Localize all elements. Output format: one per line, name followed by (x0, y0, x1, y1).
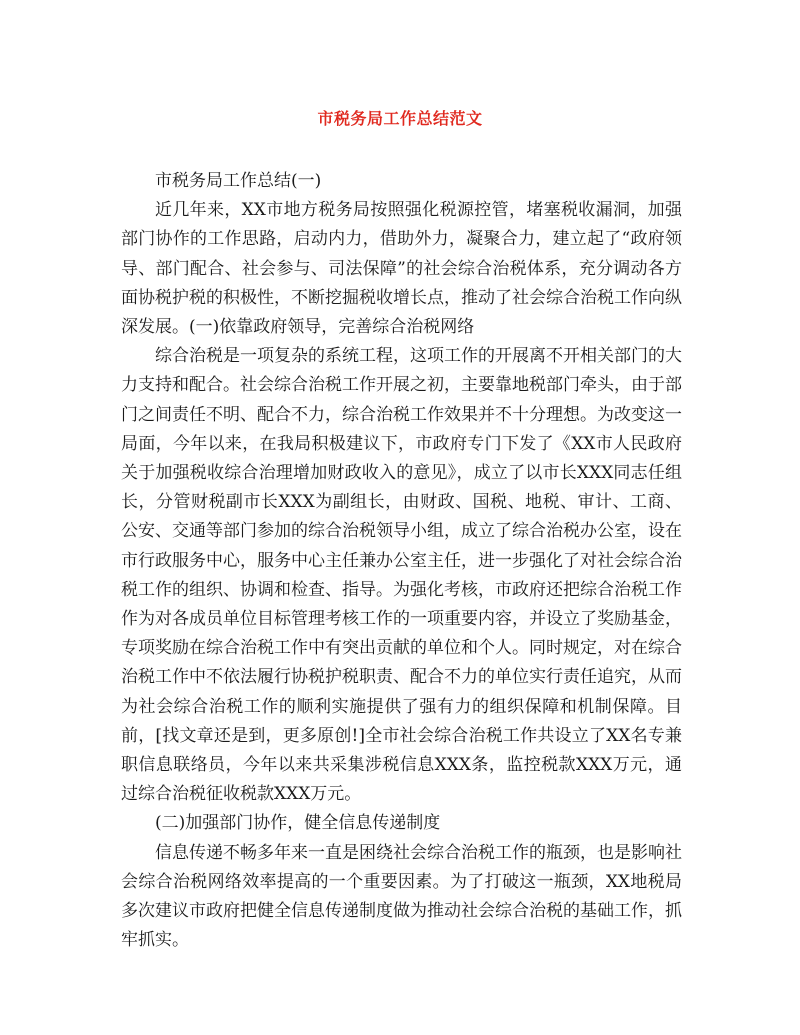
section-heading-1: 市税务局工作总结(一) (155, 171, 322, 191)
paragraph-government-leadership: 综合治税是一项复杂的系统工程，这项工作的开展离不开相关部门的大力支持和配合。社会综合治税工作开展之初，主要靠地税部门牵头，由于部门之间责任不明、配合不力，综合治税工作效果并不十分理想。为改变这一局面，今年以来，在我局积极建议下，市政府专门下发了《XX市人民政府关于加强税收综合治理增加财政收入的意见》，成立了以市长XXX同志任组长，分管财税副市长XXX为副组长，由财政、国税、地税、审计、工商、公安、交通等部门参加的综合治税领导小组，成立了综合治税办公室，设在市行政服务中心，服务中心主任兼办公室主任，进一步强化了对社会综合治税工作的组织、协调和检查、指导。为强化考核，市政府还把综合治税工作作为对各成员单位目标管理考核工作的一项重要内容，并设立了奖励基金，专项奖励在综合治税工作中有突出贡献的单位和个人。同时规定，对在综合治税工作中不依法履行协税护税职责、配合不力的单位实行责任追究，从而为社会综合治税工作的顺利实施提供了强有力的组织保障和机制保障。目前，[找文章还是到，更多原创!]全市社会综合治税工作共设立了XX名专兼职信息联络员，今年以来共采集涉税信息XXX条，监控税款XXX万元，通过综合治税征收税款XXX万元。 (121, 346, 682, 805)
document-title: 市税务局工作总结范文 (317, 109, 483, 128)
document-body (121, 167, 682, 955)
paragraph-intro: 近几年来，XX市地方税务局按照强化税源控管，堵塞税收漏洞，加强部门协作的工作思路，启动内力，借助外力，凝聚合力，建立起了“政府领导、部门配合、社会参与、司法保障”的社会综合治税体系，充分调动各方面协税护税的积极性，不断挖掘税收增长点，推动了社会综合治税工作向纵深发展。(一)依靠政府领导，完善综合治税网络 (121, 200, 682, 338)
paragraph-information-transfer: 信息传递不畅多年来一直是困绕社会综合治税工作的瓶颈，也是影响社会综合治税网络效率提高的一个重要因素。为了打破这一瓶颈，XX地税局多次建议市政府把健全信息传递制度做为推动社会综合治税的基础工作，抓牢抓实。 (121, 842, 682, 951)
section-heading-2: (二)加强部门协作，健全信息传递制度 (155, 813, 441, 834)
